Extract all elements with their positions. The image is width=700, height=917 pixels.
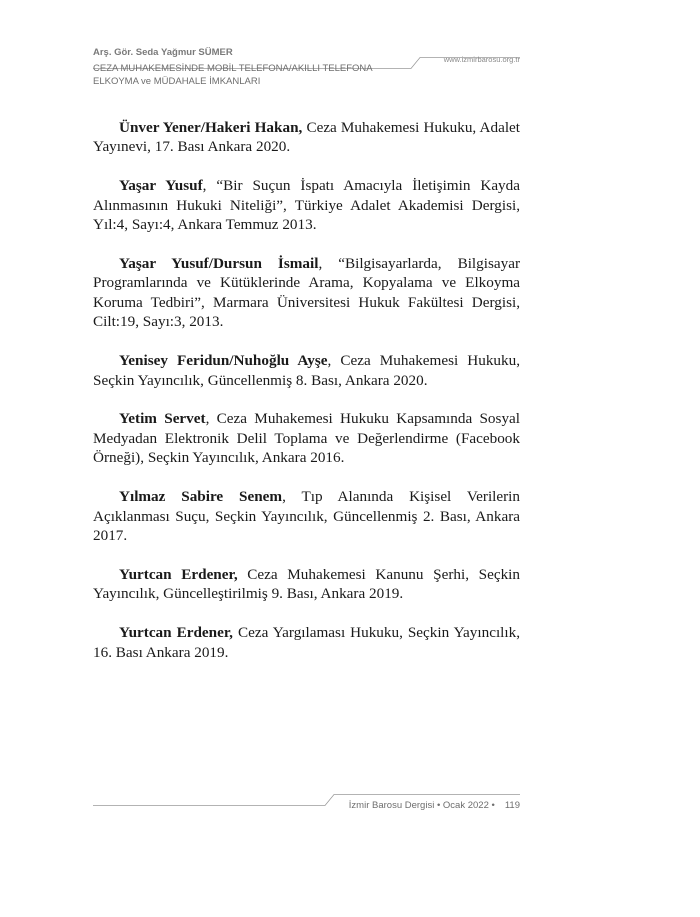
reference-text: , “Bilgisayarlarda, Bilgisayar Programlarında ve Kütüklerinde Arama, Kopyalama ve Elkoyma Koruma Tedbiri”, Marmara Üniversitesi Hukuk Fakültesi Dergisi, Cilt:19, Sayı:3, 2013. bbox=[93, 255, 521, 331]
reference-text: Ceza Muhakemesi Kanunu Şerhi, Seçkin Yayıncılık, Güncelleştirilmiş 9. Bası, Ankara 2019. bbox=[93, 565, 520, 603]
reference-author: Yılmaz Sabire Senem bbox=[119, 488, 283, 506]
footer bbox=[349, 800, 520, 811]
reference-author: Yurtcan Erdener, bbox=[119, 565, 238, 583]
reference-entry bbox=[93, 118, 520, 157]
reference-list bbox=[93, 118, 520, 682]
footer-journal: İzmir Barosu Dergisi • Ocak 2022 • bbox=[348, 800, 495, 811]
reference-author: Ünver Yener/Hakeri Hakan, bbox=[119, 119, 303, 136]
reference-text: Ceza Yargılaması Hukuku, Seçkin Yayıncılık, 16. Bası Ankara 2019. bbox=[93, 624, 521, 661]
reference-entry bbox=[93, 409, 520, 467]
page-number: 119 bbox=[504, 800, 520, 811]
reference-text: Ceza Muhakemesi Hukuku, Adalet Yayınevi, 17. Bası Ankara 2020. bbox=[93, 119, 520, 156]
reference-author: Yaşar Yusuf/Dursun İsmail bbox=[119, 255, 319, 273]
reference-entry bbox=[93, 176, 520, 234]
header-title-line2: ELKOYMA ve MÜDAHALE İMKANLARI bbox=[93, 76, 261, 87]
reference-entry bbox=[93, 254, 520, 332]
reference-text: , Ceza Muhakemesi Hukuku Kapsamında Sosyal Medyadan Elektronik Delil Toplama ve Değerlendirme (Facebook Örneği), Seçkin Yayıncılık, Ankara 2016. bbox=[93, 410, 520, 467]
reference-entry bbox=[93, 623, 520, 662]
header-title bbox=[93, 62, 413, 88]
reference-entry bbox=[93, 351, 520, 390]
header-author: Arş. Gör. Seda Yağmur SÜMER bbox=[93, 47, 233, 58]
reference-text: , “Bir Suçun İspatı Amacıyla İletişimin Kayda Alınmasının Hukuki Niteliği”, Türkiye Adalet Akademisi Dergisi, Yıl:4, Sayı:4, Ankara Temmuz 2013. bbox=[93, 177, 520, 234]
reference-author: Yurtcan Erdener, bbox=[119, 624, 233, 642]
reference-entry bbox=[93, 487, 520, 545]
reference-author: Yetim Servet bbox=[119, 410, 206, 428]
header-title-line1: CEZA MUHAKEMESİNDE MOBİL TELEFONA/AKILLI TELEFONA bbox=[93, 63, 373, 74]
reference-text: , Ceza Muhakemesi Hukuku, Seçkin Yayıncılık, Güncellenmiş 8. Bası, Ankara 2020. bbox=[93, 352, 520, 389]
reference-text: , Tıp Alanında Kişisel Verilerin Açıklanması Suçu, Seçkin Yayıncılık, Güncellenmiş 2. Bası, Ankara 2017. bbox=[93, 488, 520, 544]
reference-author: Yaşar Yusuf bbox=[119, 177, 203, 195]
header-website: www.izmirbarosu.org.tr bbox=[443, 55, 520, 64]
reference-author: Yenisey Feridun/Nuhoğlu Ayşe bbox=[119, 352, 328, 370]
reference-entry bbox=[93, 565, 520, 604]
